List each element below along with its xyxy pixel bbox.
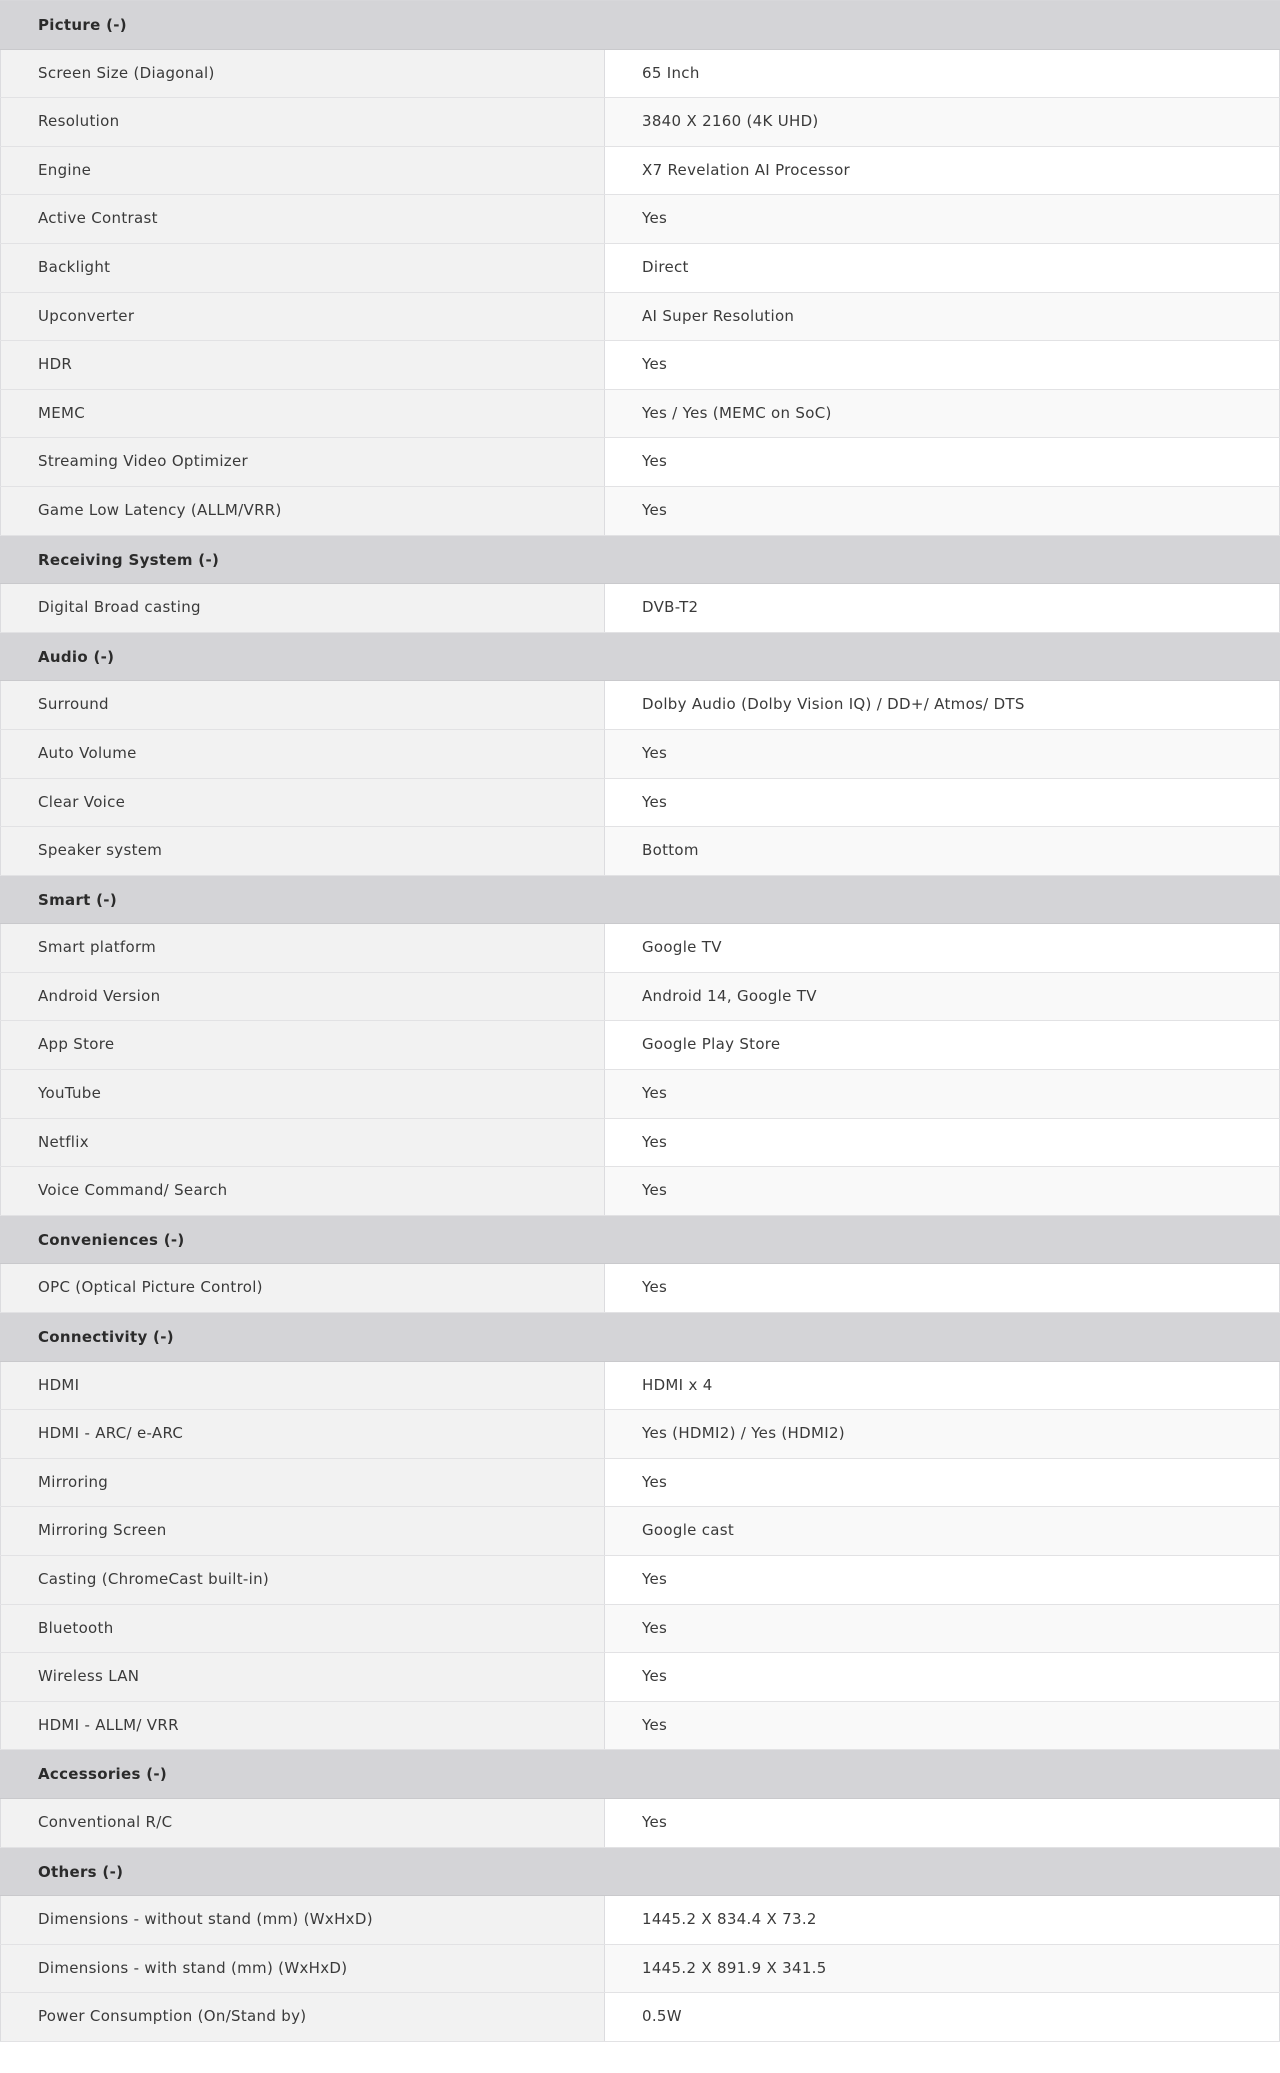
- spec-row: [0, 1410, 1280, 1459]
- section-header[interactable]: [0, 1750, 1280, 1799]
- spec-row: [0, 584, 1280, 633]
- spec-label: Mirroring: [0, 1459, 605, 1507]
- spec-label: HDMI: [0, 1362, 605, 1410]
- spec-label: Mirroring Screen: [0, 1507, 605, 1555]
- spec-value: Yes: [605, 730, 1280, 778]
- spec-value: Google cast: [605, 1507, 1280, 1555]
- spec-value: 3840 X 2160 (4K UHD): [605, 98, 1280, 146]
- spec-row: [0, 1702, 1280, 1751]
- spec-value: Yes (HDMI2) / Yes (HDMI2): [605, 1410, 1280, 1458]
- spec-value: Yes: [605, 1119, 1280, 1167]
- spec-row: [0, 1945, 1280, 1994]
- spec-label: Dimensions - with stand (mm) (WxHxD): [0, 1945, 605, 1993]
- spec-value: Google Play Store: [605, 1021, 1280, 1069]
- spec-value: Direct: [605, 244, 1280, 292]
- spec-label: Netflix: [0, 1119, 605, 1167]
- spec-label: Smart platform: [0, 924, 605, 972]
- spec-value: Yes: [605, 487, 1280, 535]
- spec-label: Speaker system: [0, 827, 605, 875]
- spec-row: [0, 1993, 1280, 2042]
- section-title: Audio (-): [38, 647, 115, 666]
- spec-row: [0, 147, 1280, 196]
- spec-value: Yes: [605, 1459, 1280, 1507]
- section-header[interactable]: [0, 633, 1280, 682]
- spec-label: Wireless LAN: [0, 1653, 605, 1701]
- spec-label: Dimensions - without stand (mm) (WxHxD): [0, 1896, 605, 1944]
- section-title: Picture (-): [38, 16, 127, 34]
- section-header[interactable]: [0, 536, 1280, 585]
- section-header[interactable]: [0, 1848, 1280, 1897]
- section-title: Smart (-): [38, 890, 117, 909]
- spec-value: 1445.2 X 834.4 X 73.2: [605, 1896, 1280, 1944]
- spec-label: HDR: [0, 341, 605, 389]
- spec-row: [0, 1507, 1280, 1556]
- spec-label: YouTube: [0, 1070, 605, 1118]
- spec-value: Yes: [605, 1605, 1280, 1653]
- section-title: Accessories (-): [38, 1765, 168, 1784]
- spec-label: Bluetooth: [0, 1605, 605, 1653]
- spec-label: Power Consumption (On/Stand by): [0, 1993, 605, 2041]
- spec-value: Google TV: [605, 924, 1280, 972]
- spec-row: [0, 779, 1280, 828]
- spec-row: [0, 1070, 1280, 1119]
- spec-row: [0, 195, 1280, 244]
- spec-row: [0, 341, 1280, 390]
- spec-row: [0, 244, 1280, 293]
- spec-row: [0, 1896, 1280, 1945]
- spec-label: Voice Command/ Search: [0, 1167, 605, 1215]
- spec-value: Yes: [605, 1264, 1280, 1312]
- spec-label: Resolution: [0, 98, 605, 146]
- spec-value: X7 Revelation AI Processor: [605, 147, 1280, 195]
- spec-row: [0, 681, 1280, 730]
- spec-row: [0, 1362, 1280, 1411]
- spec-row: [0, 1459, 1280, 1508]
- spec-label: Surround: [0, 681, 605, 729]
- spec-value: Yes: [605, 1167, 1280, 1215]
- section-header[interactable]: [0, 1313, 1280, 1362]
- section-title: Receiving System (-): [38, 550, 220, 569]
- section-title: Connectivity (-): [38, 1328, 174, 1347]
- spec-row: [0, 487, 1280, 536]
- spec-value: Yes: [605, 1653, 1280, 1701]
- spec-label: Active Contrast: [0, 195, 605, 243]
- spec-value: Android 14, Google TV: [605, 973, 1280, 1021]
- spec-row: [0, 1264, 1280, 1313]
- spec-value: Yes: [605, 1070, 1280, 1118]
- spec-value: Yes: [605, 195, 1280, 243]
- spec-value: DVB-T2: [605, 584, 1280, 632]
- spec-value: Yes: [605, 1702, 1280, 1750]
- spec-label: Conventional R/C: [0, 1799, 605, 1847]
- spec-row: [0, 827, 1280, 876]
- spec-label: HDMI - ARC/ e-ARC: [0, 1410, 605, 1458]
- spec-label: Digital Broad casting: [0, 584, 605, 632]
- spec-value: 65 Inch: [605, 50, 1280, 98]
- spec-label: Android Version: [0, 973, 605, 1021]
- spec-row: [0, 924, 1280, 973]
- section-title: Conveniences (-): [38, 1230, 185, 1249]
- spec-label: App Store: [0, 1021, 605, 1069]
- spec-label: MEMC: [0, 390, 605, 438]
- spec-label: Clear Voice: [0, 779, 605, 827]
- spec-row: [0, 390, 1280, 439]
- spec-value: Yes: [605, 341, 1280, 389]
- spec-value: HDMI x 4: [605, 1362, 1280, 1410]
- spec-value: Yes: [605, 1556, 1280, 1604]
- spec-label: Game Low Latency (ALLM/VRR): [0, 487, 605, 535]
- spec-value: Yes: [605, 779, 1280, 827]
- spec-row: [0, 1605, 1280, 1654]
- spec-row: [0, 1799, 1280, 1848]
- spec-label: Screen Size (Diagonal): [0, 50, 605, 98]
- spec-label: OPC (Optical Picture Control): [0, 1264, 605, 1312]
- spec-label: Casting (ChromeCast built-in): [0, 1556, 605, 1604]
- spec-label: HDMI - ALLM/ VRR: [0, 1702, 605, 1750]
- spec-value: 0.5W: [605, 1993, 1280, 2041]
- spec-value: Yes: [605, 1799, 1280, 1847]
- spec-value: Yes: [605, 438, 1280, 486]
- spec-row: [0, 1021, 1280, 1070]
- spec-value: Dolby Audio (Dolby Vision IQ) / DD+/ Atmos/ DTS: [605, 681, 1280, 729]
- spec-row: [0, 730, 1280, 779]
- spec-row: [0, 1653, 1280, 1702]
- section-title: Others (-): [38, 1862, 124, 1881]
- spec-row: [0, 1119, 1280, 1168]
- spec-label: Streaming Video Optimizer: [0, 438, 605, 486]
- spec-row: [0, 98, 1280, 147]
- section-header[interactable]: [0, 876, 1280, 925]
- spec-value: AI Super Resolution: [605, 293, 1280, 341]
- spec-label: Upconverter: [0, 293, 605, 341]
- spec-row: [0, 1167, 1280, 1216]
- spec-row: [0, 50, 1280, 99]
- spec-row: [0, 293, 1280, 342]
- section-header[interactable]: [0, 1, 1280, 50]
- spec-label: Backlight: [0, 244, 605, 292]
- spec-value: Bottom: [605, 827, 1280, 875]
- spec-value: Yes / Yes (MEMC on SoC): [605, 390, 1280, 438]
- spec-row: [0, 973, 1280, 1022]
- spec-label: Engine: [0, 147, 605, 195]
- spec-value: 1445.2 X 891.9 X 341.5: [605, 1945, 1280, 1993]
- spec-label: Auto Volume: [0, 730, 605, 778]
- spec-row: [0, 1556, 1280, 1605]
- section-header[interactable]: [0, 1216, 1280, 1265]
- spec-row: [0, 438, 1280, 487]
